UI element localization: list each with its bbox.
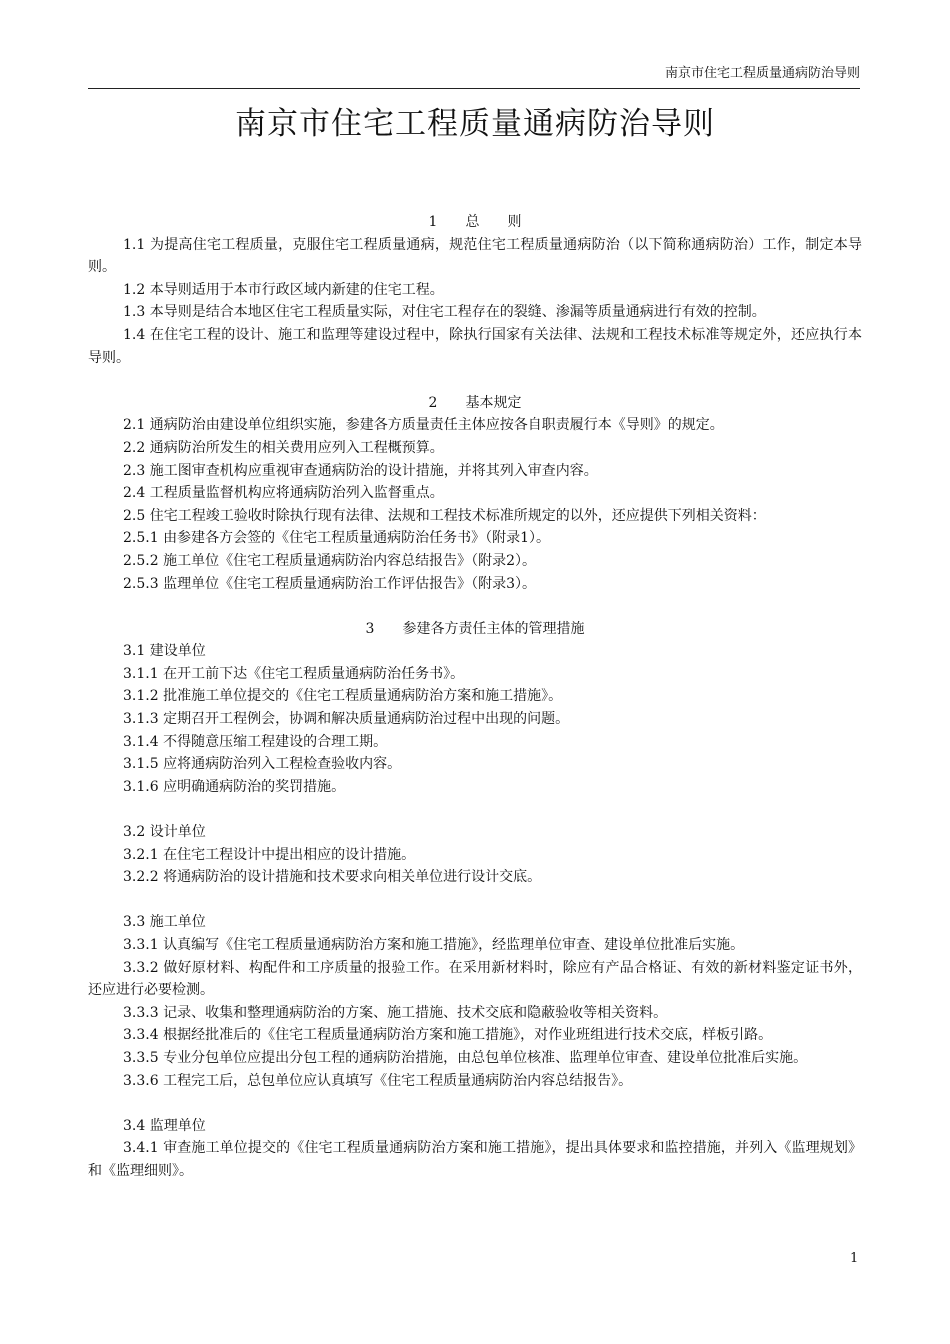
paragraph: 3.3.5 专业分包单位应提出分包工程的通病防治措施，由总包单位核准、监理单位审查、建设单位批准后实施。 <box>123 1049 808 1066</box>
subsection-heading: 3.3 施工单位 <box>123 914 206 931</box>
paragraph: 3.3.6 工程完工后，总包单位应认真填写《住宅工程质量通病防治内容总结报告》。 <box>123 1072 633 1089</box>
paragraph: 1.4 在住宅工程的设计、施工和监理等建设过程中，除执行国家有关法律、法规和工程技术标准等规定外，还应执行本导则。 <box>88 326 862 366</box>
paragraph: 3.3.1 认真编写《住宅工程质量通病防治方案和施工措施》，经监理单位审查、建设单位批准后实施。 <box>123 937 745 953</box>
paragraph: 3.1.3 定期召开工程例会，协调和解决质量通病防治过程中出现的问题。 <box>123 711 570 728</box>
paragraph: 3.1.2 批准施工单位提交的《住宅工程质量通病防治方案和施工措施》。 <box>123 688 563 705</box>
subsection-heading: 3.2 设计单位 <box>123 824 206 841</box>
paragraph: 3.3.3 记录、收集和整理通病防治的方案、施工措施、技术交底和隐蔽验收等相关资料。 <box>123 1004 668 1021</box>
running-header-title: 南京市住宅工程质量通病防治导则 <box>664 66 860 81</box>
paragraph: 1.2 本导则适用于本市行政区域内新建的住宅工程。 <box>123 281 444 298</box>
paragraph: 2.5.3 监理单位《住宅工程质量通病防治工作评估报告》（附录3）。 <box>123 575 536 592</box>
paragraph: 2.1 通病防治由建设单位组织实施，参建各方质量责任主体应按各自职责履行本《导则》的规定。 <box>123 417 724 434</box>
running-header <box>88 64 860 89</box>
section-heading: 1 总 则 <box>428 214 522 230</box>
document-body <box>88 211 862 1183</box>
spacer <box>88 595 862 618</box>
paragraph: 3.1.6 应明确通病防治的奖罚措施。 <box>123 778 346 795</box>
paragraph: 3.3.4 根据经批准后的《住宅工程质量通病防治方案和施工措施》，对作业班组进行技术交底，样板引路。 <box>123 1027 773 1044</box>
spacer <box>88 369 862 392</box>
spacer <box>88 798 862 821</box>
paragraph: 2.5.1 由参建各方会签的《住宅工程质量通病防治任务书》（附录1）。 <box>123 530 550 547</box>
page-number: 1 <box>850 1251 859 1266</box>
subsection-3-2 <box>88 821 862 889</box>
document-title: 南京市住宅工程质量通病防治导则 <box>235 106 715 142</box>
section-heading: 3 参建各方责任主体的管理措施 <box>365 620 585 637</box>
subsection-heading: 3.4 监理单位 <box>123 1117 206 1134</box>
spacer <box>88 1092 862 1115</box>
paragraph: 3.1.1 在开工前下达《住宅工程质量通病防治任务书》。 <box>123 665 465 682</box>
paragraph: 1.3 本导则是结合本地区住宅工程质量实际，对住宅工程存在的裂缝、渗漏等质量通病进行有效的控制。 <box>123 304 766 321</box>
paragraph: 3.2.1 在住宅工程设计中提出相应的设计措施。 <box>123 846 416 863</box>
subsection-3-4 <box>88 1115 862 1183</box>
paragraph: 2.3 施工图审查机构应重视审查通病防治的设计措施，并将其列入审查内容。 <box>123 462 598 479</box>
spacer <box>88 889 862 912</box>
subsection-heading: 3.1 建设单位 <box>123 643 206 660</box>
subsection-3-3 <box>88 911 862 1092</box>
paragraph: 3.1.4 不得随意压缩工程建设的合理工期。 <box>123 733 388 750</box>
paragraph: 2.2 通病防治所发生的相关费用应列入工程概预算。 <box>123 439 444 456</box>
paragraph: 2.5.2 施工单位《住宅工程质量通病防治内容总结报告》（附录2）。 <box>123 552 536 569</box>
section-heading: 2 基本规定 <box>428 394 522 411</box>
section-1 <box>88 211 862 369</box>
paragraph: 2.4 工程质量监督机构应将通病防治列入监督重点。 <box>123 485 444 502</box>
paragraph: 3.4.1 审查施工单位提交的《住宅工程质量通病防治方案和施工措施》，提出具体要求和监控措施，并列入《监理规划》和《监理细则》。 <box>88 1140 862 1179</box>
paragraph: 2.5 住宅工程竣工验收时除执行现有法律、法规和工程技术标准所规定的以外，还应提供下列相关资料： <box>123 507 766 524</box>
section-3 <box>88 618 862 1183</box>
paragraph: 3.1.5 应将通病防治列入工程检查验收内容。 <box>123 756 402 773</box>
paragraph: 1.1 为提高住宅工程质量，克服住宅工程质量通病，规范住宅工程质量通病防治（以下简称通病防治）工作，制定本导则。 <box>88 236 862 276</box>
paragraph: 3.3.2 做好原材料、构配件和工序质量的报验工作。在采用新材料时，除应有产品合格证、有效的新材料鉴定证书外，还应进行必要检测。 <box>88 959 862 999</box>
subsection-3-1 <box>88 640 862 798</box>
section-2 <box>88 392 862 595</box>
paragraph: 3.2.2 将通病防治的设计措施和技术要求向相关单位进行设计交底。 <box>123 869 542 886</box>
